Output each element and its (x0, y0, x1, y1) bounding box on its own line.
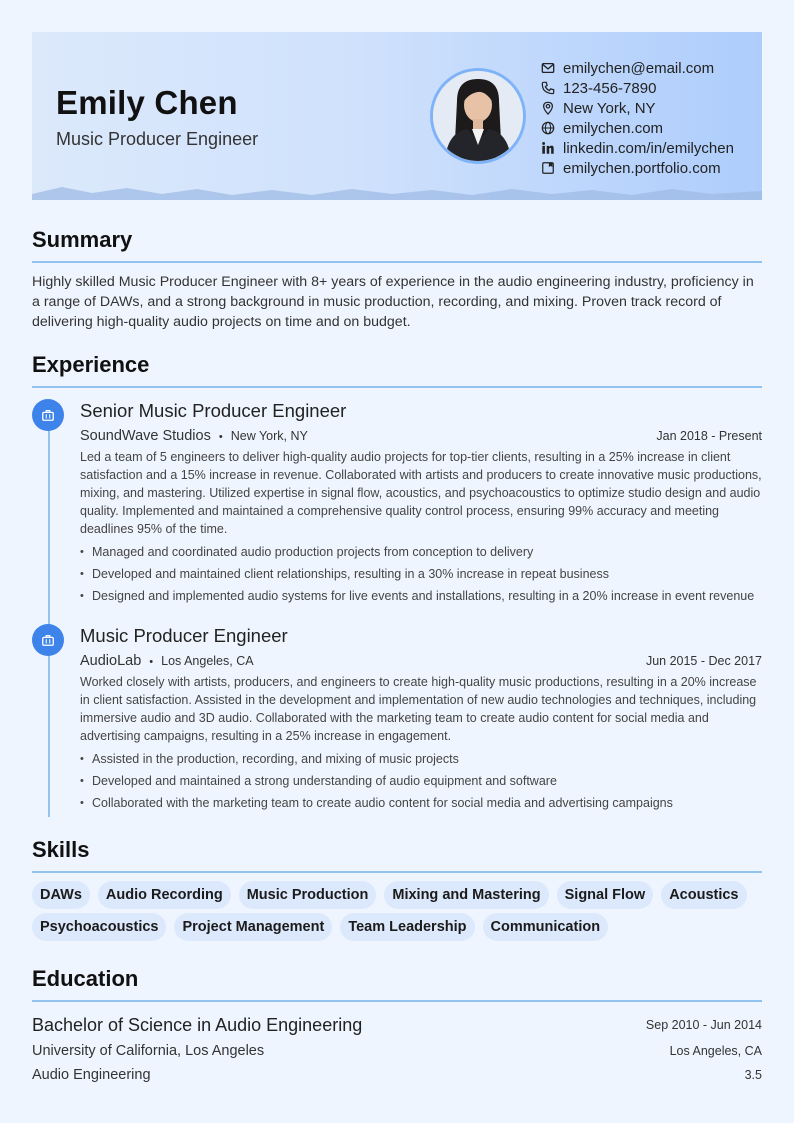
experience-section (32, 349, 762, 810)
experience-heading: Experience (32, 352, 150, 377)
envelope-icon (540, 61, 555, 76)
contact-email[interactable] (540, 58, 734, 78)
skill-chip: Team Leadership (340, 913, 474, 941)
skill-chip: Audio Recording (98, 881, 231, 909)
bullet-separator: • (149, 656, 154, 668)
skill-chip: Acoustics (661, 881, 746, 909)
education-degree-row (32, 1013, 762, 1037)
skills-list (32, 881, 762, 945)
candidate-name: Emily Chen (56, 84, 238, 121)
globe-icon (540, 121, 555, 136)
job-dates: Jun 2015 - Dec 2017 (645, 654, 762, 668)
contact-phone-text: 123-456-7890 (563, 79, 657, 97)
briefcase-icon (32, 399, 64, 431)
job-company: AudioLab (80, 653, 142, 669)
skills-section (32, 834, 762, 945)
contact-website[interactable] (540, 118, 734, 138)
list-item: • Collaborated with the marketing team to create audio content for social media and advertising campaigns (80, 792, 762, 814)
contact-location-text: New York, NY (563, 99, 656, 117)
summary-section (32, 224, 762, 332)
contact-email-text: emilychen@email.com (563, 59, 715, 77)
bullet-separator: • (218, 431, 223, 443)
job-bullet-list (80, 748, 762, 814)
job-meta (80, 426, 762, 446)
job-description: Worked closely with artists, producers, and engineers to create high-quality music productions, resulting in a 20% increase in client satisfaction. Assisted in the development and implementation of new audio technologies and techniques, including immersive audio and 3D audio. Collaborated with the marketing team to create audio content for social media and advertising campaigns, resulting in a 25% increase in engagement. (80, 675, 757, 743)
job-title: Senior Music Producer Engineer (80, 400, 347, 421)
education-school: University of California, Los Angeles (32, 1043, 265, 1059)
section-divider (32, 1000, 762, 1002)
education-dates: Sep 2010 - Jun 2014 (645, 1018, 762, 1032)
resume-header (32, 32, 762, 200)
portfolio-icon (540, 161, 555, 176)
location-pin-icon (540, 101, 555, 116)
contact-location (540, 98, 734, 118)
skill-chip: Mixing and Mastering (384, 881, 548, 909)
job-dates: Jan 2018 - Present (656, 429, 762, 443)
education-degree: Bachelor of Science in Audio Engineering (32, 1014, 363, 1035)
skill-chip: Project Management (174, 913, 332, 941)
list-item: • Assisted in the production, recording, and mixing of music projects (80, 748, 762, 770)
skill-chip: Music Production (239, 881, 377, 909)
contact-portfolio[interactable] (540, 158, 734, 178)
list-item: • Designed and implemented audio systems for live events and installations, resulting in a 20% increase in event revenue (80, 585, 762, 607)
contact-list (540, 58, 734, 178)
job-bullet-list (80, 541, 762, 607)
section-divider (32, 386, 762, 388)
briefcase-icon (32, 624, 64, 656)
contact-phone[interactable] (540, 78, 734, 98)
contact-website-text: emilychen.com (563, 119, 664, 137)
job-title: Music Producer Engineer (80, 625, 288, 646)
education-gpa: 3.5 (744, 1068, 762, 1082)
education-field-row (32, 1063, 762, 1087)
timeline-line (48, 415, 50, 817)
summary-text: Highly skilled Music Producer Engineer with 8+ years of experience in the audio engineering industry, proficiency in a range of DAWs, and a strong background in music production, recording, and mixing. Proven track record of delivering high-quality audio projects on time and on budget. (32, 274, 754, 330)
resume-page (32, 32, 762, 1083)
summary-heading: Summary (32, 227, 133, 252)
contact-portfolio-text: emilychen.portfolio.com (563, 159, 721, 177)
list-item: • Developed and maintained client relationships, resulting in a 30% increase in repeat business (80, 563, 762, 585)
job-description: Led a team of 5 engineers to deliver high-quality audio projects for top-tier clients, resulting in a 25% increase in client satisfaction and a 15% increase in revenue. Collaborated with artists and producers to create innovative music productions, mixing, and mastering. Utilized expertise in signal flow, acoustics, and psychoacoustics to optimize studio design and audio quality. Implemented and maintained a comprehensive quality control process, ensuring 99% accuracy and meeting deadlines 95% of the time. (80, 450, 762, 536)
education-school-row (32, 1039, 762, 1063)
list-item: • Developed and maintained a strong understanding of audio equipment and software (80, 770, 762, 792)
linkedin-icon (540, 141, 555, 156)
job-company: SoundWave Studios (80, 428, 211, 444)
education-location: Los Angeles, CA (669, 1044, 762, 1058)
skill-chip: Signal Flow (557, 881, 654, 909)
job-body (80, 399, 762, 607)
list-item: • Managed and coordinated audio production projects from conception to delivery (80, 541, 762, 563)
skills-heading: Skills (32, 837, 90, 862)
section-divider (32, 871, 762, 873)
education-field: Audio Engineering (32, 1067, 151, 1083)
contact-linkedin[interactable] (540, 138, 734, 158)
job-meta (80, 651, 762, 671)
skill-chip: DAWs (32, 881, 90, 909)
section-divider (32, 261, 762, 263)
phone-icon (540, 81, 555, 96)
education-heading: Education (32, 966, 139, 991)
candidate-title: Music Producer Engineer (56, 129, 259, 149)
header-wave-decoration (32, 186, 762, 200)
job-location: New York, NY (230, 429, 308, 443)
skill-chip: Communication (483, 913, 609, 941)
profile-photo (430, 68, 526, 164)
job-location: Los Angeles, CA (161, 654, 254, 668)
education-section (32, 963, 762, 1087)
job-body (80, 624, 762, 814)
contact-linkedin-text: linkedin.com/in/emilychen (563, 139, 734, 157)
skill-chip: Psychoacoustics (32, 913, 166, 941)
